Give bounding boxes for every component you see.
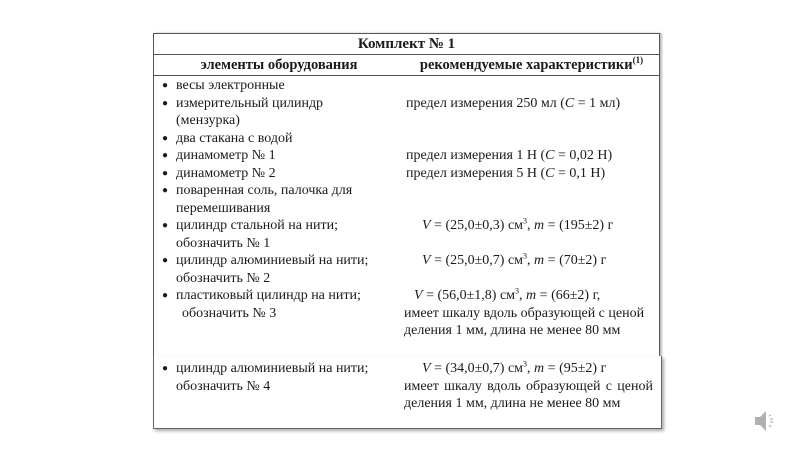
bullet-icon: ●: [161, 150, 169, 161]
table-row: [154, 252, 659, 287]
bullet-icon: ●: [161, 290, 169, 301]
item-name: цилиндр стальной на нити; обозначить № 1: [176, 218, 338, 251]
item-spec: V = (25,0±0,3) $см^3$, m = (195±2) г: [422, 216, 614, 233]
table-title: Комплект № 1: [154, 34, 659, 55]
table-row: [154, 130, 659, 148]
item-spec: предел измерения 250 мл (C = 1 мл): [406, 95, 621, 111]
table-row: [154, 95, 659, 130]
item-spec: предел измерения 5 Н (C = 0,1 Н): [406, 165, 606, 181]
table-row: [154, 287, 659, 357]
table-header: [154, 55, 659, 76]
bullet-icon: ●: [161, 167, 169, 179]
table-row: [154, 360, 661, 413]
item-spec: V = (56,0±1,8) $см^3$, m = (66±2) г, имеет шкалу вдоль образующей с ценой деления 1 мм, длина не менее 80 мм: [404, 286, 645, 338]
header-equipment: элементы оборудования: [200, 57, 358, 73]
table-row: [154, 147, 659, 165]
item-spec: V = (34,0±0,7) $см^3$, m = (95±2) г имеет шкалу вдоль образующей с ценой деления 1 мм, длина не менее 80 мм: [404, 359, 653, 411]
bullet-icon: ●: [161, 363, 169, 374]
table-row: [154, 217, 659, 252]
bullet-icon: ●: [161, 220, 169, 231]
item-name: динамометр № 1: [176, 148, 276, 163]
header-characteristics-text: рекомендуемые характеристики: [419, 57, 633, 73]
item-name: два стакана с водой: [176, 130, 293, 146]
item-spec: V = (25,0±0,7) $см^3$, m = (70±2) г: [422, 251, 607, 268]
item-name: динамометр № 2: [176, 165, 276, 181]
speaker-icon[interactable]: [753, 407, 777, 435]
item-spec: [404, 130, 659, 148]
table-last-row-block: [153, 356, 662, 429]
item-spec: [404, 77, 659, 95]
bullet-icon: ●: [161, 255, 169, 266]
header-characteristics: [404, 55, 659, 75]
item-name: измерительный цилиндр (мензурка): [176, 95, 324, 128]
footnote-marker: (1): [632, 55, 644, 66]
item-name: весы электронные: [176, 78, 285, 93]
item-name: поваренная соль, палочка для перемешивания: [176, 183, 353, 216]
item-name: цилиндр алюминиевый на нити; обозначить № 4: [176, 361, 369, 394]
bullet-icon: ●: [161, 97, 169, 109]
table-row: [154, 165, 659, 183]
bullet-icon: ●: [161, 80, 169, 91]
table-row: [154, 182, 659, 217]
item-name: пластиковый цилиндр на нити; обозначить № 3: [176, 288, 361, 321]
item-spec: [404, 182, 659, 217]
equipment-table: [153, 33, 660, 357]
bullet-icon: ●: [161, 185, 169, 196]
table-row: [154, 77, 659, 95]
item-name: цилиндр алюминиевый на нити; обозначить № 2: [176, 253, 369, 286]
item-spec: предел измерения 1 Н (C = 0,02 Н): [406, 148, 613, 163]
bullet-icon: ●: [161, 132, 169, 144]
